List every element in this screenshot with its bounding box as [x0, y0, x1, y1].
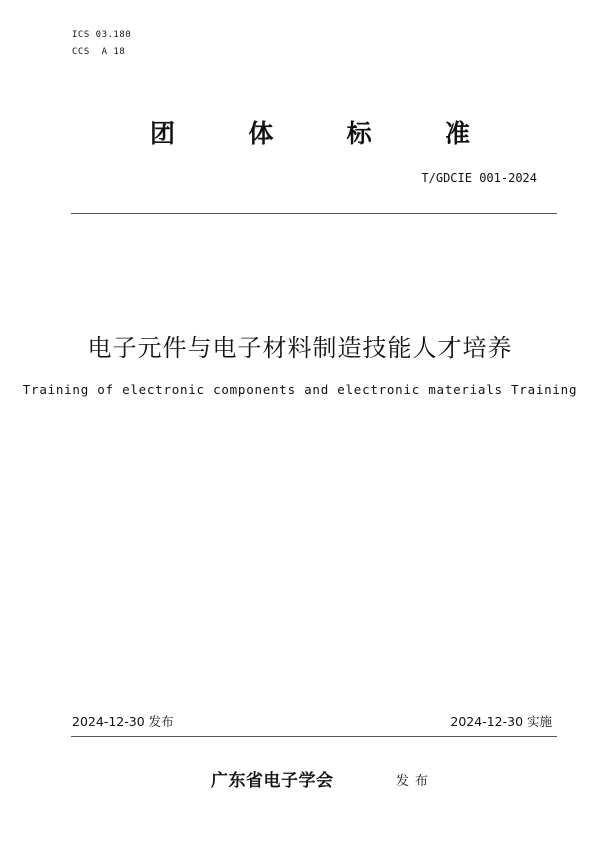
standard-number: T/GDCIE 001-2024 [421, 171, 537, 185]
standard-type-heading [150, 118, 470, 150]
release-date: 2024-12-30 发布 [72, 714, 174, 729]
ics-code: ICS 03.180 [72, 30, 132, 40]
ccs-code: CCS A 18 [72, 47, 126, 57]
standard-type-char: 准 [444, 119, 470, 148]
standard-type-char: 标 [346, 119, 372, 148]
title-english: Training of electronic components and electronic materials Training [22, 382, 578, 397]
bottom-divider [71, 736, 557, 737]
implementation-date: 2024-12-30 实施 [450, 714, 552, 729]
standard-type-char: 体 [248, 119, 274, 148]
top-divider [71, 213, 557, 214]
publish-label: 发布 [396, 774, 435, 789]
publisher-name: 广东省电子学会 [211, 771, 334, 791]
standard-type-char: 团 [150, 119, 176, 148]
title-chinese: 电子元件与电子材料制造技能人才培养 [87, 334, 513, 362]
